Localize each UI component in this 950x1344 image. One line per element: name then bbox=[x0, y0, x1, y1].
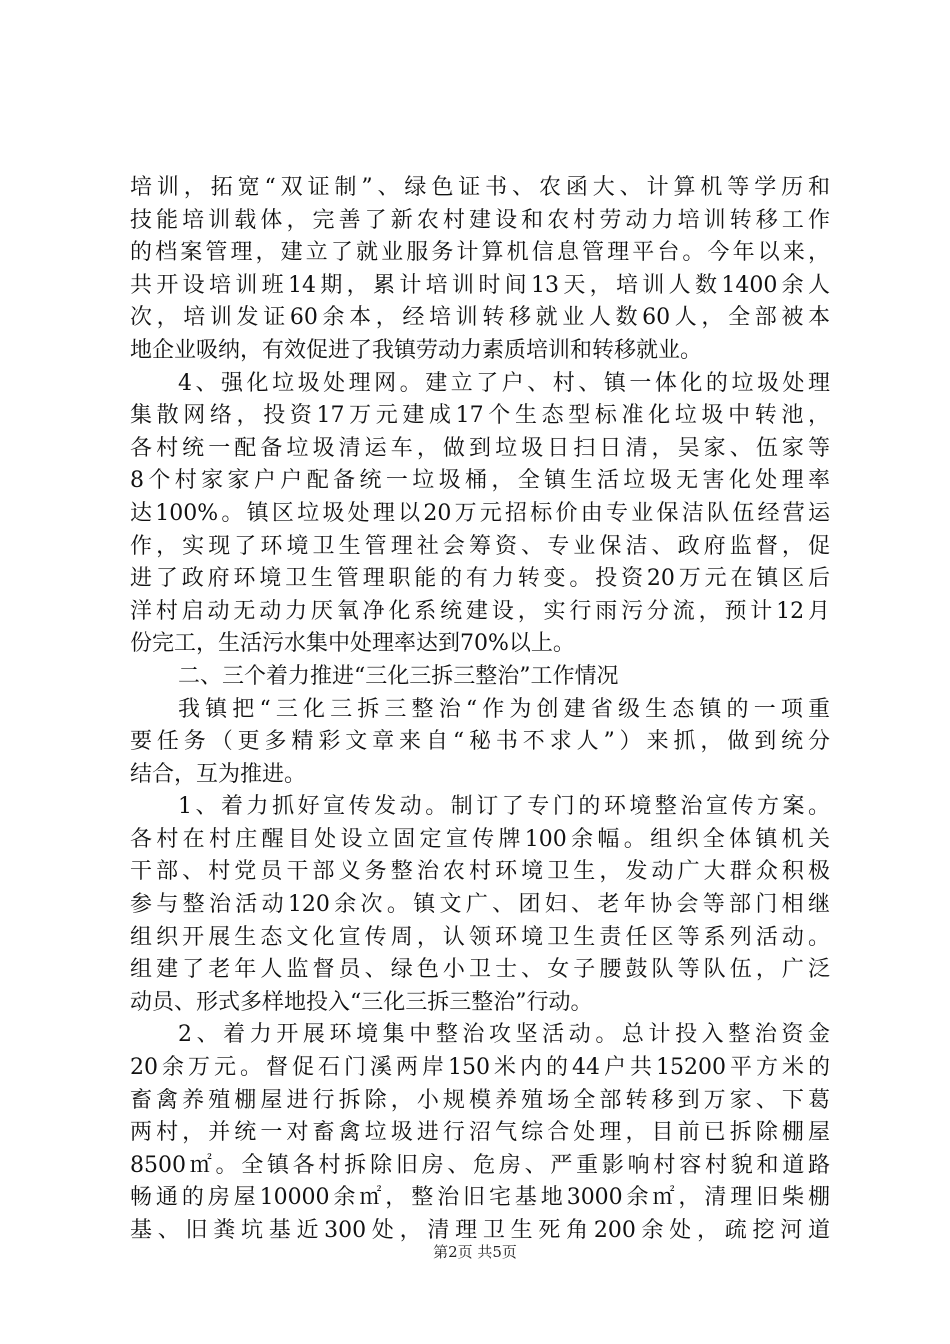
text-line: 达100%。镇区垃圾处理以20万元招标价由专业保洁队伍经营运 bbox=[130, 500, 830, 526]
text-line: 1、着力抓好宣传发动。制订了专门的环境整治宣传方案。 bbox=[178, 794, 830, 820]
text-line: 技能培训载体，完善了新农村建设和农村劳动力培训转移工作 bbox=[130, 207, 830, 233]
body-text bbox=[130, 172, 830, 1248]
text-line: 地企业吸纳，有效促进了我镇劳动力素质培训和转移就业。 bbox=[130, 337, 703, 363]
text-line: 洋村启动无动力厌氧净化系统建设，实行雨污分流，预计12月 bbox=[130, 598, 830, 624]
text-line: 次，培训发证60余本，经培训转移就业人数60人，全部被本 bbox=[130, 305, 830, 331]
text-line: 二、三个着力推进“三化三拆三整治”工作情况 bbox=[178, 663, 619, 689]
text-line: 8个村家家户户配备统一垃圾桶，全镇生活垃圾无害化处理率 bbox=[130, 468, 830, 494]
text-line: 进了政府环境卫生管理职能的有力转变。投资20万元在镇区后 bbox=[130, 566, 830, 592]
text-line: 基、旧粪坑基近300处，清理卫生死角200余处，疏挖河道 bbox=[130, 1218, 830, 1243]
text-line: 2、着力开展环境集中整治攻坚活动。总计投入整治资金 bbox=[178, 1022, 830, 1048]
text-line: 份完工，生活污水集中处理率达到70%以上。 bbox=[130, 631, 575, 657]
text-line: 共开设培训班14期，累计培训时间13天，培训人数1400余人 bbox=[130, 272, 830, 298]
text-line: 组建了老年人监督员、绿色小卫士、女子腰鼓队等队伍，广泛 bbox=[130, 957, 830, 983]
text-line: 培训，拓宽“双证制”、绿色证书、农函大、计算机等学历和 bbox=[130, 175, 830, 200]
text-line: 各村统一配备垃圾清运车，做到垃圾日扫日清，吴家、伍家等 bbox=[130, 435, 830, 461]
text-line: 结合，互为推进。 bbox=[130, 761, 307, 787]
text-line: 20余万元。督促石门溪两岸150米内的44户共15200平方米的 bbox=[130, 1055, 830, 1081]
text-line: 的档案管理，建立了就业服务计算机信息管理平台。今年以来， bbox=[130, 240, 830, 266]
page-footer: 第2页 共5页 bbox=[433, 1243, 517, 1261]
text-line: 各村在村庄醒目处设立固定宣传牌100余幅。组织全体镇机关 bbox=[130, 826, 830, 852]
text-line: 我镇把“三化三拆三整治“作为创建省级生态镇的一项重 bbox=[178, 696, 830, 722]
text-line: 组织开展生态文化宣传周，认领环境卫生责任区等系列活动。 bbox=[130, 924, 830, 950]
text-line: 参与整治活动120余次。镇文广、团妇、老年协会等部门相继 bbox=[130, 892, 830, 918]
text-line: 作，实现了环境卫生管理社会筹资、专业保洁、政府监督，促 bbox=[130, 533, 830, 559]
text-line: 要任务（更多精彩文章来自“秘书不求人”）来抓，做到统分 bbox=[130, 729, 830, 755]
text-line: 集散网络，投资17万元建成17个生态型标准化垃圾中转池， bbox=[130, 403, 830, 429]
text-line: 两村，并统一对畜禽垃圾进行沼气综合处理，目前已拆除棚屋 bbox=[130, 1120, 830, 1146]
text-line: 干部、村党员干部义务整治农村环境卫生，发动广大群众积极 bbox=[130, 859, 830, 885]
text-line: 4、强化垃圾处理网。建立了户、村、镇一体化的垃圾处理 bbox=[178, 370, 830, 396]
text-line: 畅通的房屋10000余㎡，整治旧宅基地3000余㎡，清理旧柴棚 bbox=[130, 1185, 830, 1211]
text-line: 畜禽养殖棚屋进行拆除，小规模养殖场全部转移到万家、下葛 bbox=[130, 1087, 830, 1113]
text-line: 动员、形式多样地投入“三化三拆三整治”行动。 bbox=[130, 989, 593, 1015]
text-line: 8500㎡。全镇各村拆除旧房、危房、严重影响村容村貌和道路 bbox=[130, 1152, 830, 1178]
